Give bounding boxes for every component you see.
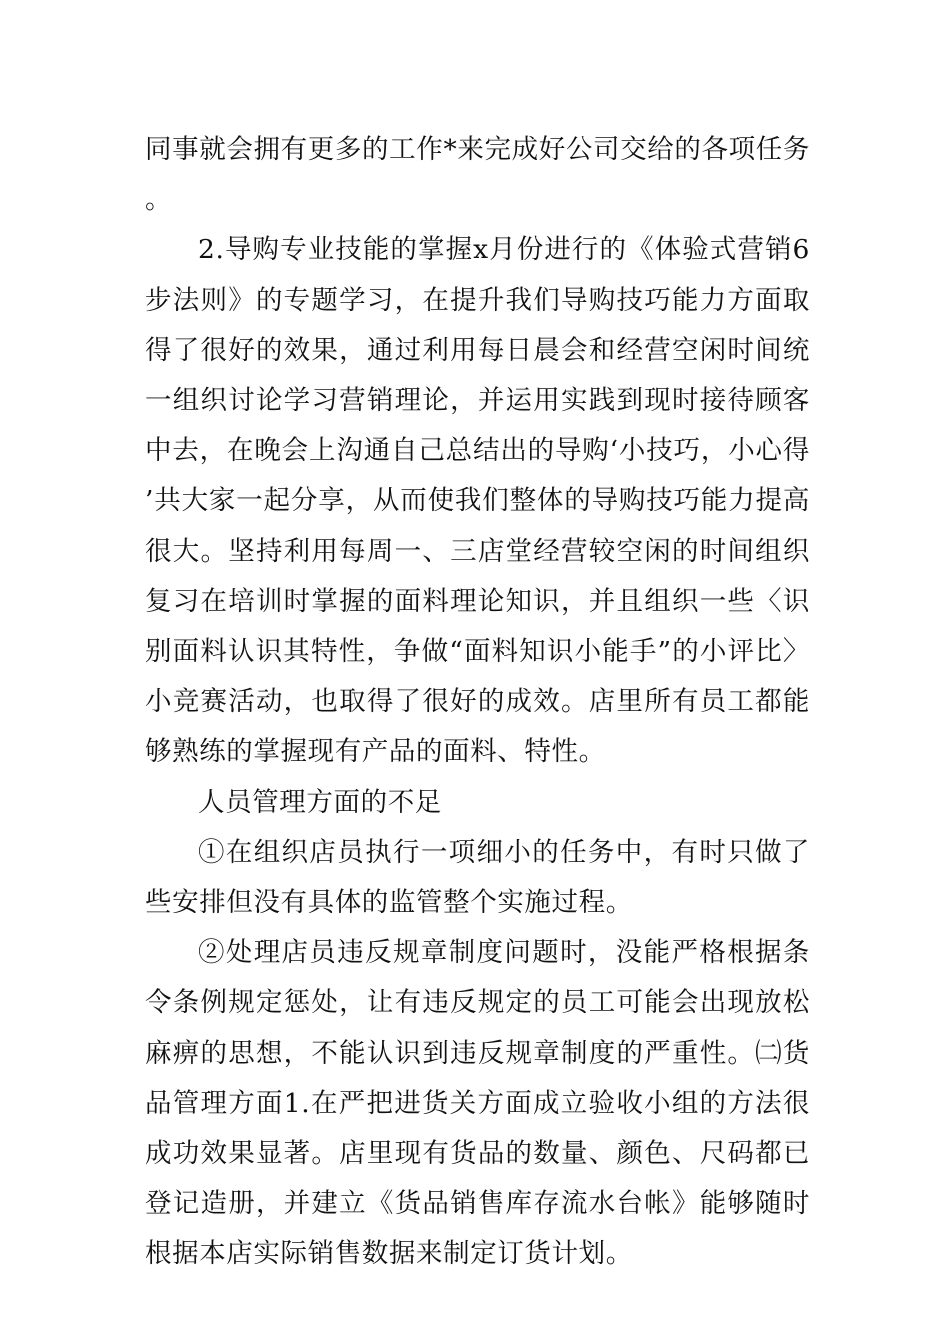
- paragraph-shortcoming-2-goods: ②处理店员违反规章制度问题时，没能严格根据条令条例规定惩处，让有违反规定的员工可能会出现放松麻痹的思想，不能认识到违反规章制度的严重性。㈡货品管理方面1.在严把进货关方面成立验收小组的方法很成功效果显著。店里现有货品的数量、颜色、尺码都已登记造册，并建立《货品销售库存流水台帐》能够随时根据本店实际销售数据来制定订货计划。: [145, 937, 810, 1270]
- paragraph-sales-skills: 2.导购专业技能的掌握x月份进行的《体验式营销6步法则》的专题学习，在提升我们导购技巧能力方面取得了很好的效果，通过利用每日晨会和经营空闲时间统一组织讨论学习营销理论，并运用实践到现时接待顾客中去，在晚会上沟通自己总结出的导购‘小技巧，小心得’共大家一起分享，从而使我们整体的导购技巧能力提高很大。坚持利用每周一、三店堂经营较空闲的时间组织复习在培训时掌握的面料理论知识，并且组织一些〈识别面料认识其特性，争做“面料知识小能手”的小评比〉小竞赛活动，也取得了很好的成效。店里所有员工都能够熟练的掌握现有产品的面料、特性。: [145, 234, 810, 768]
- section-heading-staff-shortcomings: 人员管理方面的不足: [198, 786, 442, 818]
- document-body: [145, 125, 810, 1280]
- paragraph-continuation: 同事就会拥有更多的工作*来完成好公司交给的各项任务。: [145, 134, 810, 216]
- paragraph-shortcoming-1: ①在组织店员执行一项细小的任务中，有时只做了些安排但没有具体的监管整个实施过程。: [145, 836, 810, 919]
